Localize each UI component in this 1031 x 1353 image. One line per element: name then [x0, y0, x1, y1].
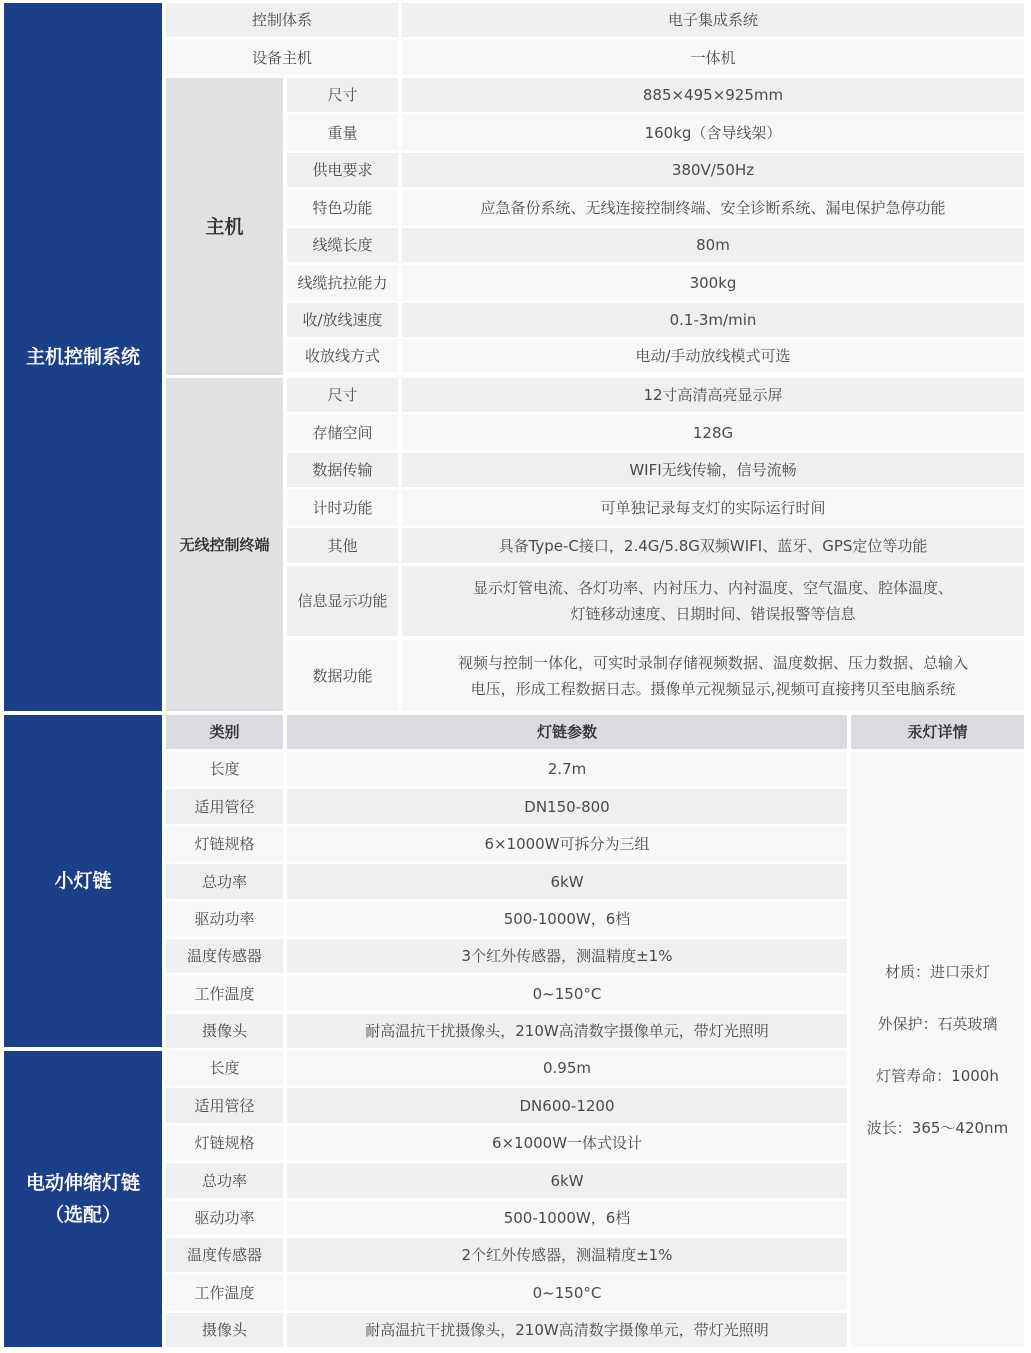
spec-value: 128G: [402, 415, 1024, 450]
spec-label: 数据功能: [287, 640, 398, 711]
group-host: 主机: [166, 78, 283, 375]
chain-value: 耐高温抗干扰摄像头，210W高清数字摄像单元，带灯光照明: [287, 1313, 847, 1347]
section-telescopic-chain: [4, 1051, 162, 1347]
chain-value: 3个红外传感器，测温精度±1%: [287, 939, 847, 973]
chain-label: 长度: [166, 1051, 283, 1085]
top-label: 设备主机: [166, 40, 398, 75]
chain-value: 耐高温抗干扰摄像头，210W高清数字摄像单元，带灯光照明: [287, 1014, 847, 1048]
spec-label: 计时功能: [287, 490, 398, 525]
section-small-chain: 小灯链: [4, 715, 162, 1047]
chain-label: 工作温度: [166, 976, 283, 1011]
spec-label: 供电要求: [287, 153, 398, 187]
spec-value: 可单独记录每支灯的实际运行时间: [402, 490, 1024, 525]
header-lamp: 汞灯详情: [851, 715, 1024, 749]
chain-label: 总功率: [166, 1163, 283, 1198]
chain-value: 0~150°C: [287, 976, 847, 1011]
spec-value: 应急备份系统、无线连接控制终端、安全诊断系统、漏电保护急停功能: [402, 190, 1024, 225]
spec-label: 存储空间: [287, 415, 398, 450]
data-line-1: 视频与控制一体化，可实时录制存储视频数据、温度数据、压力数据、总输入: [457, 653, 968, 672]
top-label: 控制体系: [166, 3, 398, 37]
spec-value: [402, 566, 1024, 636]
chain-label: 驱动功率: [166, 1201, 283, 1235]
chain-label: 适用管径: [166, 789, 283, 824]
section-telescopic-line1: 电动伸缩灯链: [25, 1172, 140, 1194]
spec-value: [402, 640, 1024, 711]
spec-label: 线缆抗拉能力: [287, 265, 398, 300]
chain-label: 摄像头: [166, 1014, 283, 1048]
spec-label: 其他: [287, 528, 398, 563]
info-line-1: 显示灯管电流、各灯功率、内衬压力、内衬温度、空气温度、腔体温度、: [472, 579, 953, 597]
section-host-control: 主机控制系统: [4, 3, 162, 711]
spec-label: 特色功能: [287, 190, 398, 225]
chain-value: 0~150°C: [287, 1275, 847, 1310]
chain-label: 摄像头: [166, 1313, 283, 1347]
info-line-2: 灯链移动速度、日期时间、错误报警等信息: [570, 605, 856, 623]
lamp-material: 材质：进口汞灯: [884, 962, 990, 981]
chain-value: 0.95m: [287, 1051, 847, 1085]
chain-label: 温度传感器: [166, 939, 283, 973]
header-category: 类别: [166, 715, 283, 749]
spec-value: 300kg: [402, 265, 1024, 300]
spec-value: 80m: [402, 228, 1024, 262]
chain-label: 适用管径: [166, 1088, 283, 1123]
chain-value: 6×1000W可拆分为三组: [287, 827, 847, 861]
spec-label: 重量: [287, 115, 398, 150]
chain-value: DN150-800: [287, 789, 847, 824]
spec-label: 收/放线速度: [287, 303, 398, 337]
chain-label: 驱动功率: [166, 902, 283, 936]
section-telescopic-line2: （选配）: [44, 1204, 121, 1226]
spec-value: 380V/50Hz: [402, 153, 1024, 187]
chain-label: 总功率: [166, 864, 283, 899]
chain-value: 2个红外传感器，测温精度±1%: [287, 1238, 847, 1272]
lamp-protection: 外保护：石英玻璃: [877, 1014, 998, 1033]
data-line-2: 电压，形成工程数据日志。摄像单元视频显示,视频可直接拷贝至电脑系统: [470, 679, 956, 698]
spec-label: 数据传输: [287, 453, 398, 487]
chain-value: 2.7m: [287, 752, 847, 786]
spec-label: 信息显示功能: [287, 566, 398, 636]
chain-label: 灯链规格: [166, 827, 283, 861]
spec-label: 尺寸: [287, 78, 398, 112]
lamp-wavelength: 波长：365～420nm: [866, 1118, 1009, 1137]
spec-value: 160kg（含导线架）: [402, 115, 1024, 150]
chain-value: 6×1000W一体式设计: [287, 1126, 847, 1160]
chain-label: 灯链规格: [166, 1126, 283, 1160]
chain-value: DN600-1200: [287, 1088, 847, 1123]
spec-label: 尺寸: [287, 378, 398, 412]
chain-label: 温度传感器: [166, 1238, 283, 1272]
chain-value: 500-1000W，6档: [287, 1201, 847, 1235]
spec-label: 线缆长度: [287, 228, 398, 262]
group-terminal: 无线控制终端: [166, 378, 283, 711]
spec-value: 12寸高清高亮显示屏: [402, 378, 1024, 412]
top-value: 一体机: [402, 40, 1024, 75]
chain-label: 工作温度: [166, 1275, 283, 1310]
lamp-life: 灯管寿命：1000h: [876, 1066, 999, 1085]
spec-value: 具备Type-C接口，2.4G/5.8G双频WIFI、蓝牙、GPS定位等功能: [402, 528, 1024, 563]
chain-value: 500-1000W，6档: [287, 902, 847, 936]
chain-label: 长度: [166, 752, 283, 786]
chain-value: 6kW: [287, 864, 847, 899]
spec-value: 885×495×925mm: [402, 78, 1024, 112]
spec-value: 0.1-3m/min: [402, 303, 1024, 337]
lamp-details: [851, 752, 1024, 1347]
header-params: 灯链参数: [287, 715, 847, 749]
spec-value: 电动/手动放线模式可选: [402, 340, 1024, 372]
spec-label: 收放线方式: [287, 340, 398, 372]
top-value: 电子集成系统: [402, 3, 1024, 37]
chain-value: 6kW: [287, 1163, 847, 1198]
spec-value: WIFI无线传输，信号流畅: [402, 453, 1024, 487]
